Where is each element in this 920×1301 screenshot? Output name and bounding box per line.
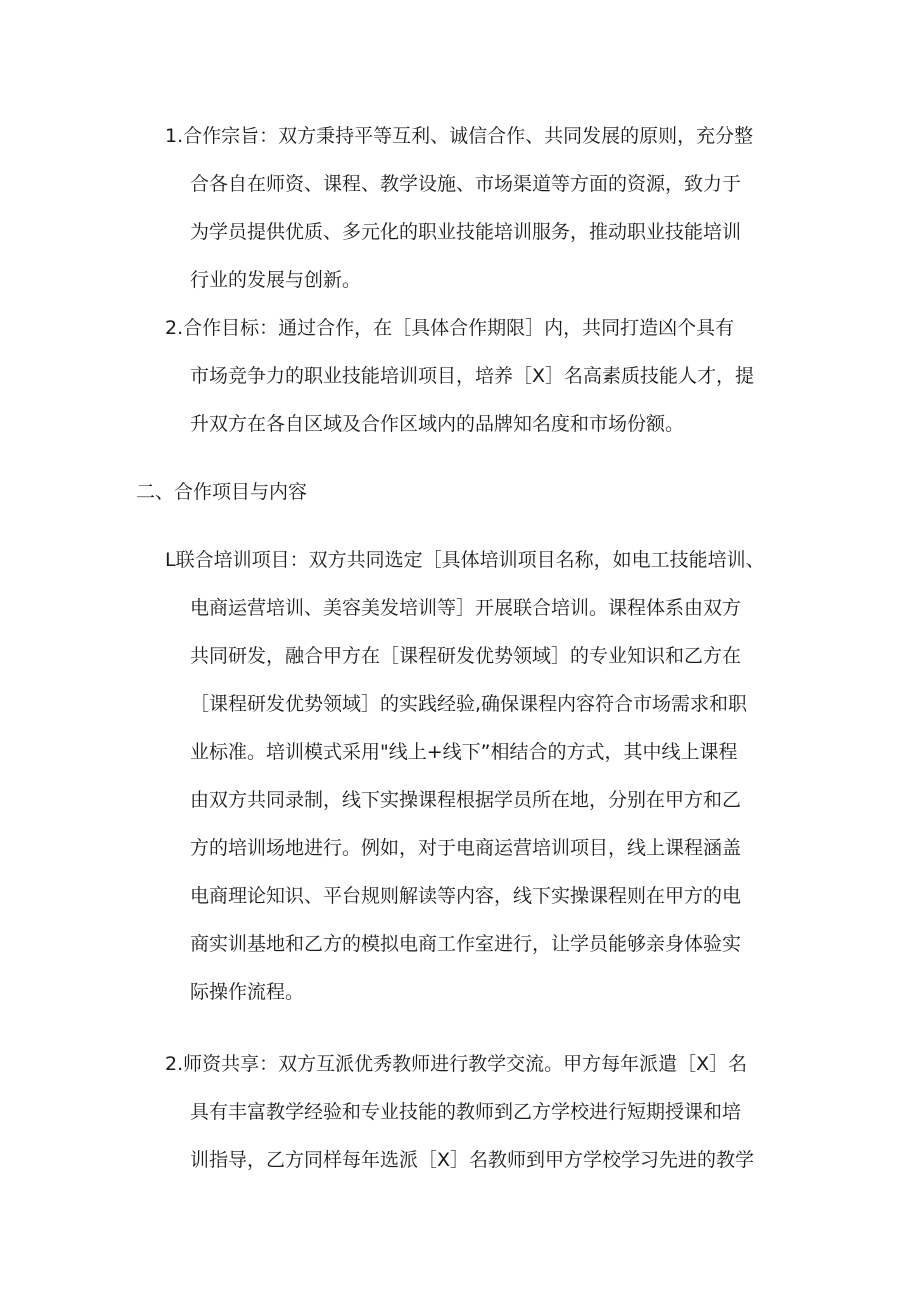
list-item-goal [165,304,795,448]
paragraph-line: 具有丰富教学经验和专业技能的教师到乙方学校进行短期授课和培 [190,1101,742,1123]
item-number: 2 [165,317,178,339]
paragraph-line [165,112,795,160]
paragraph-line: 由双方共同录制，线下实操课程根据学员所在地，分别在甲方和乙 [190,789,742,811]
paragraph-line: 合各自在师资、课程、教学设施、市场渠道等方面的资源，致力于 [190,173,742,195]
paragraph-line: 业标准。培训模式采用"线上+线下”相结合的方式，其中线上课程 [190,741,738,763]
paragraph-line: 方的培训场地进行。例如，对于电商运营培训项目，线上课程涵盖 [190,837,742,859]
paragraph-line [165,304,795,352]
paragraph-line: 共同研发，融合甲方在［课程研发优势领域］的专业知识和乙方在 [190,645,742,667]
paragraph-line: ［课程研发优势领域］的实践经验,确保课程内容符合市场需求和职 [190,693,748,715]
paragraph-line: 电商理论知识、平台规则解读等内容，线下实操课程则在甲方的电 [190,885,742,907]
paragraph-line: 升双方在各自区域及合作区域内的品牌知名度和市场份额。 [190,413,685,435]
section-heading: 二、合作项目与内容 [136,481,308,503]
paragraph-line: 电商运营培训、美容美发培训等］开展联合培训。课程体系由双方 [190,597,742,619]
paragraph-line: 际操作流程。 [190,981,305,1003]
list-item-purpose [165,112,795,304]
paragraph-line: 市场竞争力的职业技能培训项目，培养［X］名高素质技能人才，提 [190,365,755,387]
paragraph-line: 商实训基地和乙方的模拟电商工作室进行，让学员能够亲身体验实 [190,933,742,955]
line-text: .合作宗旨：双方秉持平等互利、诚信合作、共同发展的原则，充分整 [177,125,754,147]
paragraph-line: 训指导，乙方同样每年选派［X］名教师到甲方学校学习先进的教学 [190,1149,755,1171]
item-number: 2 [165,1053,178,1075]
list-item-teacher-sharing [165,1040,795,1184]
paragraph-line: 行业的发展与创新。 [190,269,362,291]
paragraph-line: 为学员提供优质、多元化的职业技能培训服务，推动职业技能培训 [190,221,742,243]
line-text: .师资共享：双方互派优秀教师进行教学交流。甲方每年派遣［X］名 [177,1053,748,1075]
paragraph-line: L联合培训项目：双方共同选定［具体培训项目名称，如电工技能培训、 [165,549,765,571]
item-number: 1 [165,125,178,147]
list-item-joint-training [165,536,795,1016]
paragraph-line [165,1040,795,1088]
line-text: .合作目标：通过合作，在［具体合作期限］内，共同打造凶个具有 [177,317,735,339]
